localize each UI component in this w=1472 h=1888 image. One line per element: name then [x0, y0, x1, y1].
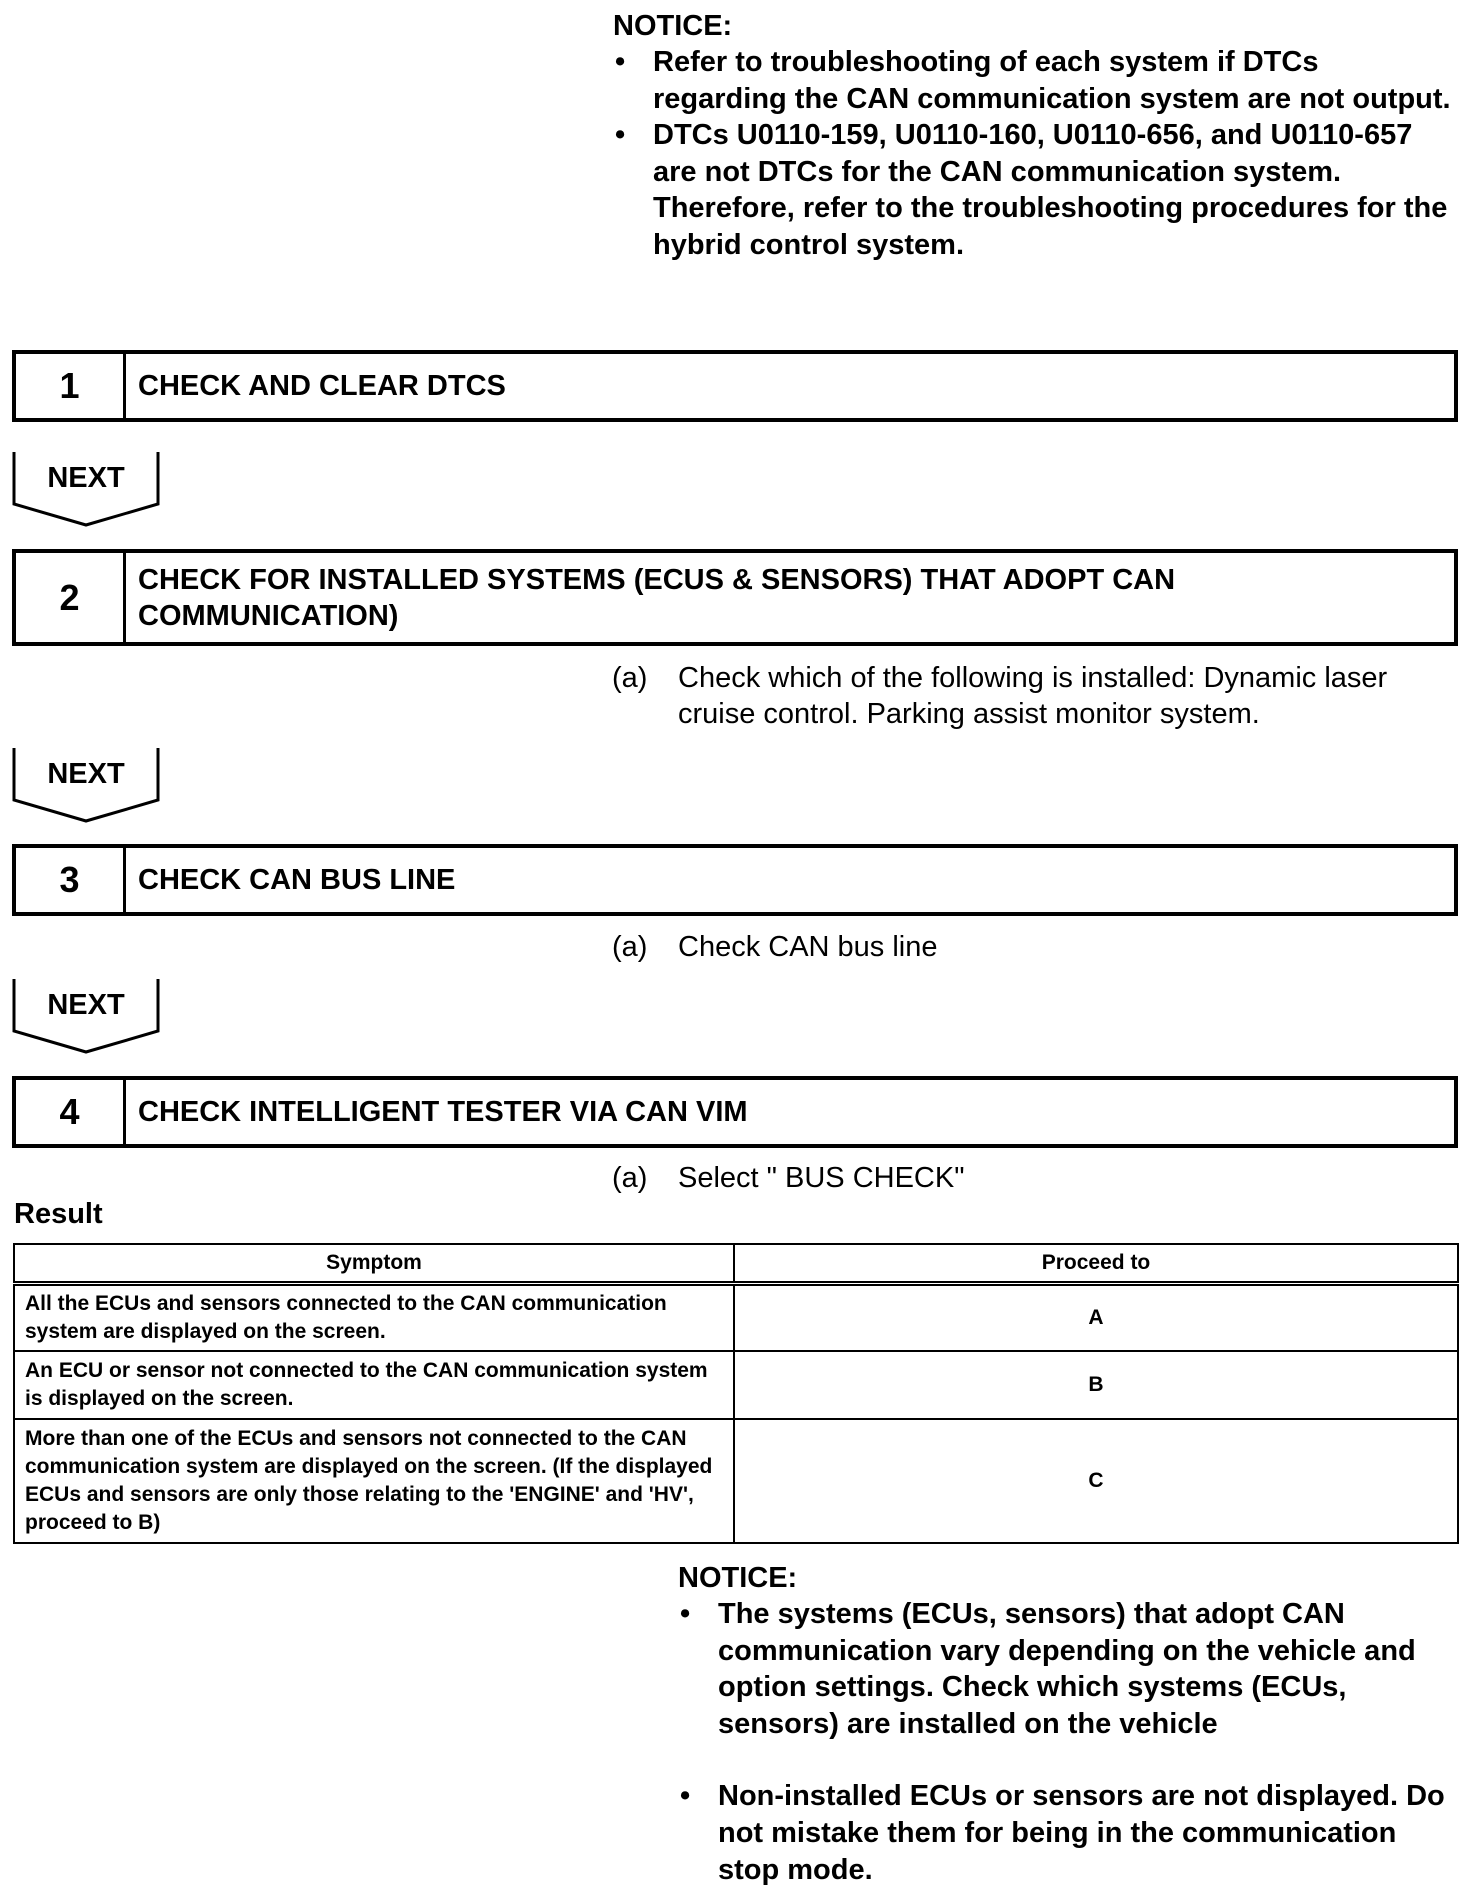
instruction-marker: (a)	[612, 662, 648, 694]
next-label: NEXT	[47, 758, 125, 790]
symptom-cell: An ECU or sensor not connected to the CAN communication system is displayed on the screen.	[14, 1351, 734, 1419]
step-number: 4	[16, 1080, 126, 1144]
step-3-instruction	[612, 929, 1458, 967]
symptom-header: Symptom	[14, 1244, 734, 1284]
instruction-text: Select " BUS CHECK"	[678, 1162, 965, 1194]
step-3-header	[12, 844, 1458, 916]
instruction-marker: (a)	[612, 1162, 648, 1194]
notice-title: NOTICE:	[678, 1562, 798, 1594]
notice-list	[613, 44, 1458, 264]
step-title: CHECK AND CLEAR DTCS	[138, 370, 506, 402]
instruction-marker: (a)	[612, 931, 648, 963]
step-title: CHECK FOR INSTALLED SYSTEMS (ECUS & SENSORS) THAT ADOPT CAN COMMUNICATION)	[138, 563, 1176, 632]
step-4-header	[12, 1076, 1458, 1148]
table-header-row	[14, 1244, 1458, 1284]
result-table	[13, 1243, 1459, 1544]
instruction-text: Check CAN bus line	[678, 931, 938, 963]
notice-title: NOTICE:	[613, 10, 733, 42]
proceed-cell: A	[734, 1284, 1458, 1352]
notice-item: • The systems (ECUs, sensors) that adopt CAN communication vary depending on the vehicle and option settings. Check which systems (ECUs, sensors) are installed on the vehicle	[678, 1596, 1458, 1742]
next-arrow	[12, 979, 160, 1055]
next-arrow	[12, 452, 160, 528]
next-arrow	[12, 748, 160, 824]
table-row	[14, 1351, 1458, 1419]
step-number: 1	[16, 354, 126, 418]
step-title: CHECK INTELLIGENT TESTER VIA CAN VIM	[138, 1096, 748, 1128]
next-label: NEXT	[47, 989, 125, 1021]
symptom-cell: More than one of the ECUs and sensors not connected to the CAN communication system are displayed on the screen. (If the displayed ECUs and sensors are only those relating to the 'ENGINE' and 'HV', proceed to B)	[14, 1419, 734, 1543]
proceed-header: Proceed to	[734, 1244, 1458, 1284]
table-row	[14, 1284, 1458, 1352]
notice-list	[678, 1596, 1458, 1888]
step-title: CHECK CAN BUS LINE	[138, 864, 456, 896]
proceed-cell: C	[734, 1419, 1458, 1543]
instruction-text: Check which of the following is installed: Dynamic laser cruise control. Parking assist monitor system.	[678, 662, 1388, 730]
notice-item: • Refer to troubleshooting of each system if DTCs regarding the CAN communication system are not output.	[613, 44, 1458, 117]
step-2-instruction	[612, 660, 1458, 736]
table-row	[14, 1419, 1458, 1543]
notice-item: • DTCs U0110-159, U0110-160, U0110-656, and U0110-657 are not DTCs for the CAN communication system. Therefore, refer to the troubleshooting procedures for the hybrid control system.	[613, 117, 1458, 263]
symptom-cell: All the ECUs and sensors connected to the CAN communication system are displayed on the screen.	[14, 1284, 734, 1352]
notice-bottom	[678, 1560, 1458, 1888]
next-label: NEXT	[47, 462, 125, 494]
step-number: 3	[16, 848, 126, 912]
step-4-instruction	[612, 1160, 1458, 1198]
step-number: 2	[16, 553, 126, 642]
step-1-header	[12, 350, 1458, 422]
result-title: Result	[14, 1198, 103, 1230]
notice-item: • Non-installed ECUs or sensors are not displayed. Do not mistake them for being in the communication stop mode.	[678, 1778, 1458, 1888]
notice-top	[613, 8, 1458, 264]
step-2-header	[12, 549, 1458, 646]
proceed-cell: B	[734, 1351, 1458, 1419]
